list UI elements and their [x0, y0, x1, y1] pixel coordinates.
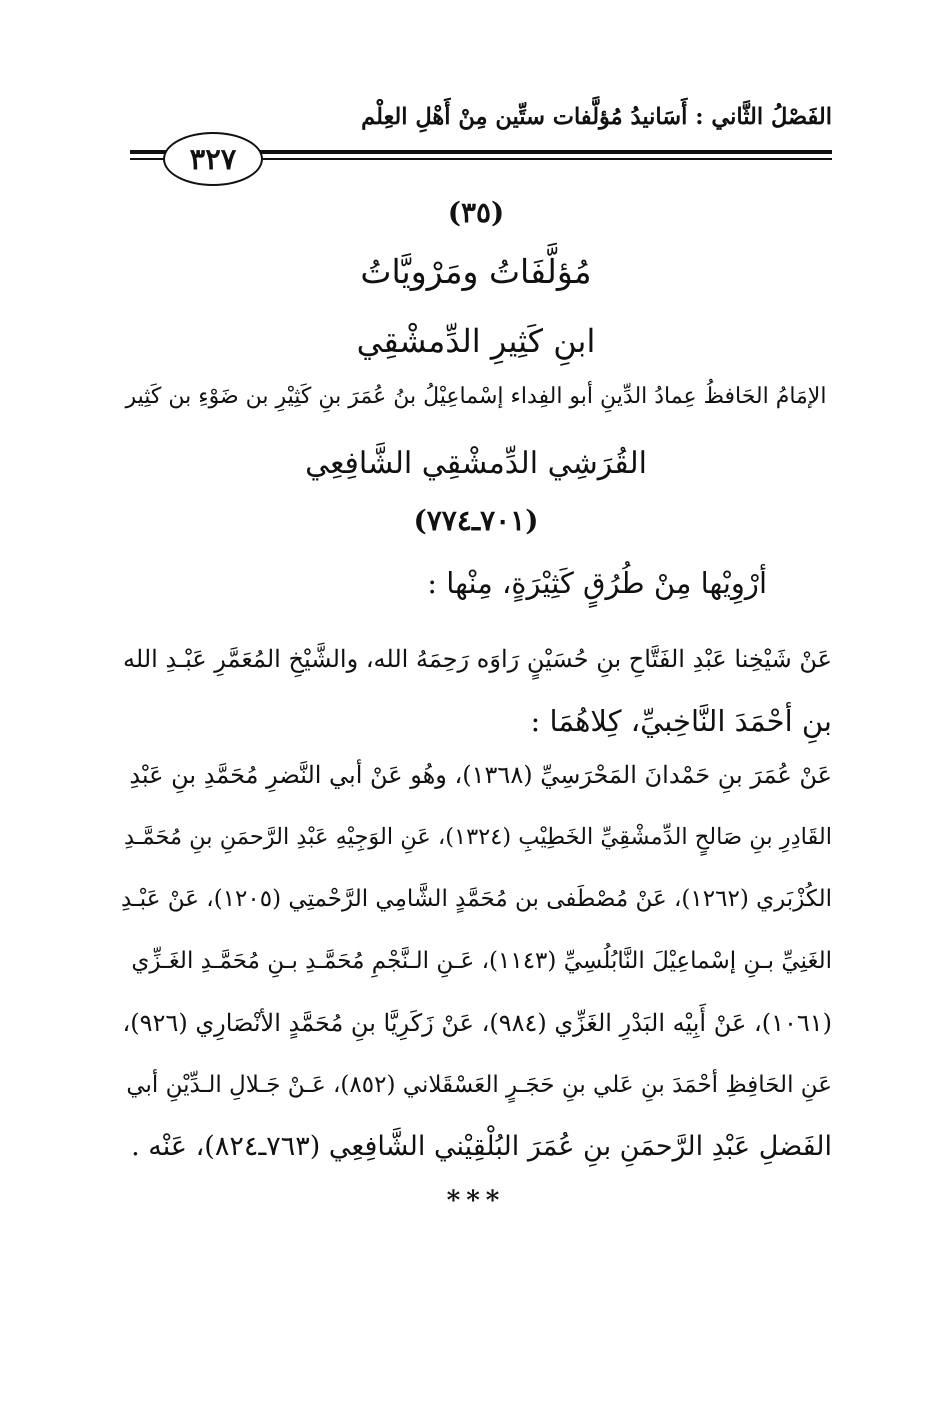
- paragraph-line: عَنْ شَيْخِنا عَبْدِ الفَتَّاحِ بنِ حُسَيْنٍ رَاوَه رَحِمَهُ الله، والشَّيْخِ المُعَمَّرِ عَبْـدِ الله: [123, 645, 832, 673]
- paragraph-line: عَنِ الحَافِظِ أحْمَدَ بنِ عَلي بنِ حَجَـرٍ العَسْقَلاني (٨٥٢)، عَـنْ جَـلالِ الـدِّيْنِ أبي: [126, 1072, 832, 1098]
- section-separator: ***: [446, 1186, 506, 1216]
- paragraph-1: [120, 628, 832, 752]
- paragraph-line: عَنْ عُمَرَ بنِ حَمْدانَ المَحْرَسِيِّ (١٣٦٨)، وهُو عَنْ أبي النَّضرِ مُحَمَّدِ بنِ عَبْدِ: [129, 761, 832, 789]
- entry-title: مُؤلَّفَاتُ ومَرْويَّاتُ: [360, 252, 592, 291]
- page-number-badge: ٣٢٧: [163, 132, 263, 186]
- author-short-name: ابنِ كَثِيرِ الدِّمشْقِي: [356, 322, 596, 360]
- section-number: (٣٥): [447, 196, 505, 229]
- paragraph-line: بنِ أحْمَدَ النَّاخِبيِّ، كِلاهُمَا :: [530, 704, 832, 738]
- intro-line: أرْوِيْها مِنْ طُرُقٍ كَثِيْرَةٍ، مِنْها :: [427, 566, 767, 600]
- paragraph-line: الكُزْبَري (١٢٦٢)، عَنْ مُصْطَفى بن مُحَمَّدٍ الشَّامِي الرَّحْمتِي (١٢٠٥)، عَنْ عَبْـدِ: [120, 886, 832, 912]
- author-full-name-line-2: القُرَشِي الدِّمشْقِي الشَّافِعِي: [305, 446, 647, 481]
- paragraph-2: [120, 744, 832, 1178]
- paragraph-line: الفَضلِ عَبْدِ الرَّحمَنِ بنِ عُمَرَ البُلْقِيْني الشَّافِعِي (٧٦٣ـ٨٢٤)، عَنْه .: [131, 1131, 832, 1162]
- author-dates: (٧٠١ـ٧٧٤): [413, 504, 539, 537]
- paragraph-line: القَادِرِ بنِ صَالحٍ الدِّمشْقِيِّ الخَطِيْبِ (١٣٢٤)، عَنِ الوَجِيْهِ عَبْدِ الرَّحمَنِ بنِ مُحَمَّـدِ: [124, 824, 832, 850]
- paragraph-line: الغَنِيِّ بـنِ إسْماعِيْلَ النَّابُلُسِيِّ (١١٤٣)، عَـنِ الـنَّجْمِ مُحَمَّـدِ بـنِ مُحَمَّـدِ الغَـزِّي: [131, 948, 832, 974]
- paragraph-line: (١٠٦١)، عَنْ أَبِيْه البَدْرِ الغَزِّي (٩٨٤)، عَنْ زَكَرِيَّا بنِ مُحَمَّدٍ الأنْصَارِي (٩٢٦)،: [122, 1009, 832, 1037]
- author-full-name-line-1: الإمَامُ الحَافظُ عِمادُ الدِّينِ أبو الفِداء إسْماعِيْلُ بنُ عُمَرَ بنِ كَثِيْرِ بن ضَوْءِ بن كَثِير: [125, 384, 827, 409]
- running-header-title: الفَصْلُ الثَّاني : أَسَانيدُ مُؤلَّفات ستِّين مِنْ أَهْلِ العِلْم: [361, 104, 832, 130]
